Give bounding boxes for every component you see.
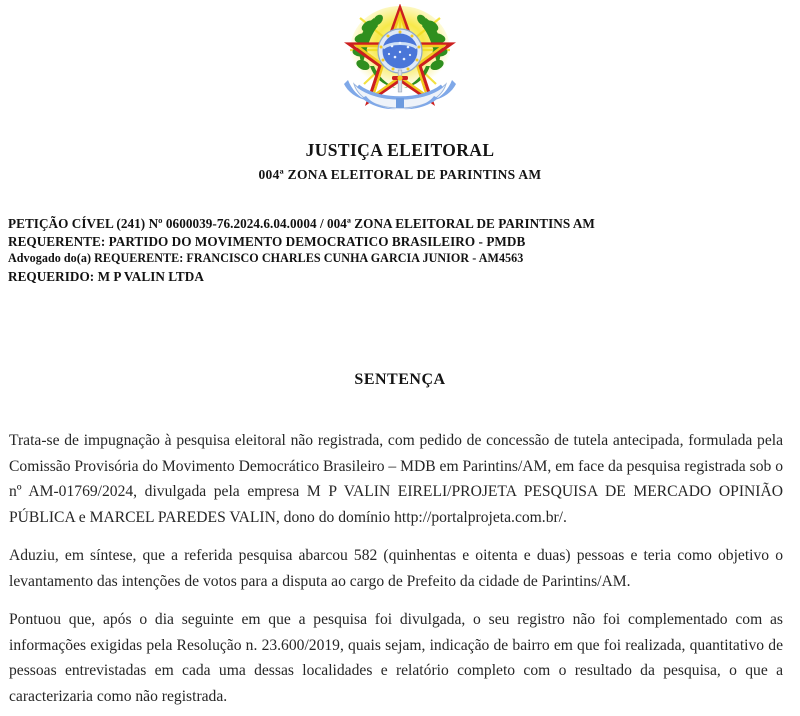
paragraph-2: Aduziu, em síntese, que a referida pesquisa abarcou 582 (quinhentas e oitenta e duas) pessoas e teria como objetivo o levantamento das intenções de votos para a disputa ao cargo de Prefeito da cidade de Parintins/AM.	[9, 547, 783, 590]
brazil-coat-of-arms-icon	[344, 4, 456, 112]
case-metadata	[8, 215, 792, 285]
coat-of-arms-header	[0, 4, 800, 114]
court-title-block	[0, 140, 800, 184]
paragraph-1: Trata-se de impugnação à pesquisa eleitoral não registrada, com pedido de concessão de tutela antecipada, formulada pela Comissão Provisória do Movimento Democrático Brasileiro – MDB em Parintins/AM, em face da pesquisa registrada sob o nº AM-01769/2024, divulgada pela empresa M P VALIN EIRELI/PROJETA PESQUISA DE MERCADO OPINIÃO PÚBLICA e MARCEL PAREDES VALIN, dono do domínio http://portalprojeta.com.br/.	[9, 432, 783, 526]
plaintiff-lawyer-line: Advogado do(a) REQUERENTE: FRANCISCO CHARLES CUNHA GARCIA JUNIOR - AM4563	[8, 251, 524, 265]
court-title: JUSTIÇA ELEITORAL	[305, 140, 495, 160]
section-heading-sentenca: SENTENÇA	[354, 371, 446, 388]
document-body	[9, 428, 783, 709]
plaintiff-line: REQUERENTE: PARTIDO DO MOVIMENTO DEMOCRATICO BRASILEIRO - PMDB	[8, 233, 526, 249]
electoral-zone-title: 004ª ZONA ELEITORAL DE PARINTINS AM	[258, 166, 542, 182]
defendant-line: REQUERIDO: M P VALIN LTDA	[8, 268, 204, 284]
case-number-line: PETIÇÃO CÍVEL (241) Nº 0600039-76.2024.6.04.0004 / 004ª ZONA ELEITORAL DE PARINTINS AM	[8, 216, 595, 231]
paragraph-3: Pontuou que, após o dia seguinte em que a pesquisa foi divulgada, o seu registro não foi complementado com as informações exigidas pela Resolução n. 23.600/2019, quais sejam, indicação de bairro em que foi realizada, quantitativo de pessoas entrevistadas em cada uma dessas localidades e relatório completo com o resultado da pesquisa, o que a caracterizaria como não registrada.	[9, 611, 783, 705]
